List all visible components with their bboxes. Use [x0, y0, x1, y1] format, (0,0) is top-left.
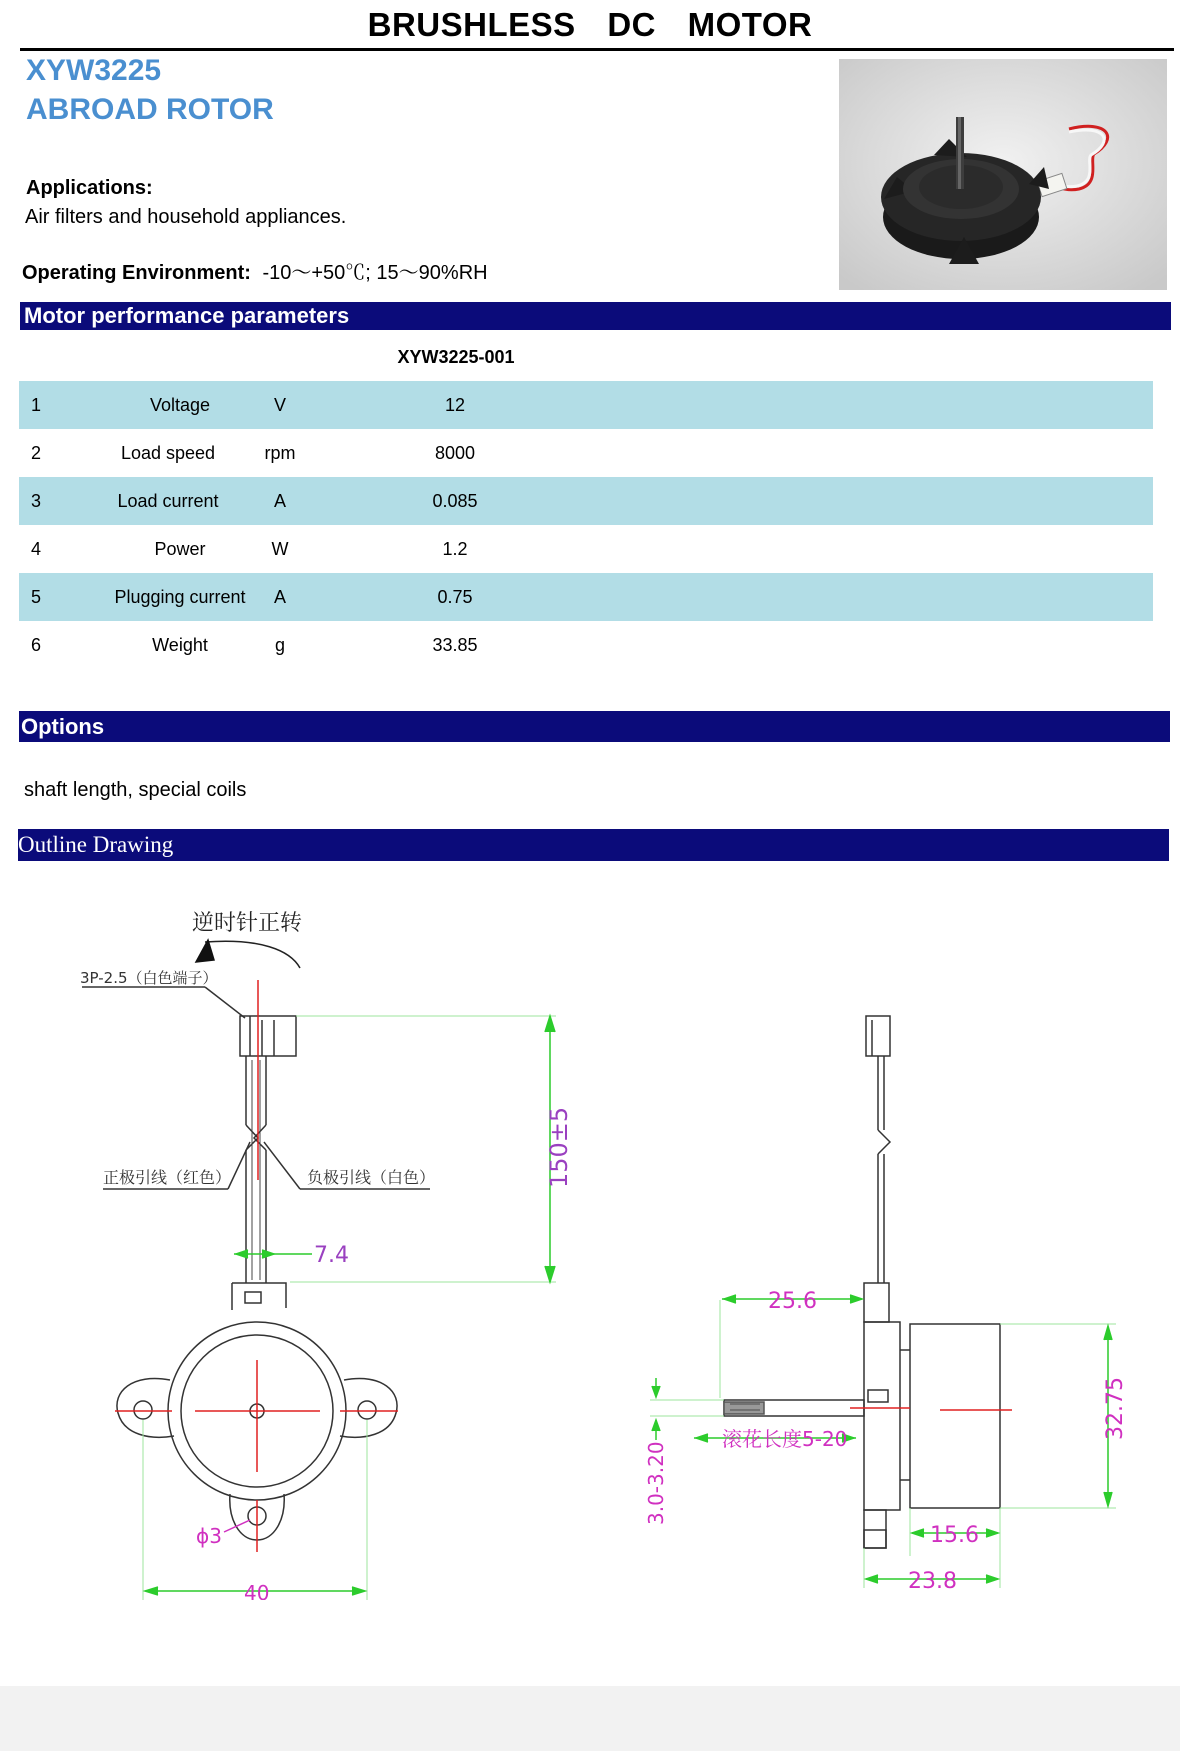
row-number: 6 — [31, 635, 42, 655]
parameter-name: Load speed — [120, 443, 216, 463]
options-text: shaft length, special coils — [24, 779, 247, 801]
performance-heading: Motor performance parameters — [24, 303, 350, 328]
dim-connector-width: 7.4 — [314, 1243, 349, 1268]
negative-lead-label: 负极引线（白色） — [307, 1168, 436, 1187]
table-row — [19, 525, 1153, 573]
title-rule — [20, 48, 1174, 51]
parameter-unit: V — [273, 395, 286, 415]
parameter-value: 1.2 — [442, 539, 468, 559]
row-number: 5 — [31, 587, 42, 607]
environment-value: -10～+50℃; 15～90%RH — [262, 262, 488, 284]
outline-band — [18, 829, 1169, 861]
dim-flange-width: 40 — [244, 1581, 270, 1600]
model-number: XYW3225 — [26, 54, 162, 87]
parameter-value: 12 — [444, 395, 466, 415]
table-row — [19, 573, 1153, 621]
table-row — [19, 429, 1153, 477]
rotation-note: 逆时针正转 — [192, 911, 303, 936]
options-band — [19, 711, 1170, 742]
outline-heading: Outline Drawing — [18, 832, 174, 857]
dim-hole: ϕ3 — [196, 1524, 222, 1548]
parameter-unit: A — [273, 491, 286, 511]
product-photo — [839, 59, 1167, 290]
parameter-value: 8000 — [434, 443, 476, 463]
dim-body-depth: 15.6 — [930, 1523, 979, 1548]
parameter-value: 0.75 — [437, 587, 473, 607]
parameter-unit: g — [274, 635, 285, 655]
row-number: 2 — [31, 443, 42, 463]
row-number: 4 — [31, 539, 42, 559]
footer-strip — [0, 1686, 1180, 1751]
parameter-unit: W — [271, 539, 289, 559]
parameter-table — [0, 381, 1180, 669]
positive-lead-label: 正极引线（红色） — [103, 1168, 232, 1187]
parameter-name: Voltage — [149, 395, 211, 415]
parameter-unit: rpm — [264, 443, 296, 463]
model-column-header: XYW3225-001 — [397, 347, 515, 367]
dim-shaft-dia: 3.0-3.20 — [644, 1441, 668, 1525]
row-number: 3 — [31, 491, 42, 511]
parameter-value: 33.85 — [432, 635, 478, 655]
table-row — [19, 477, 1153, 525]
parameter-name: Weight — [152, 635, 208, 655]
table-row — [19, 381, 1153, 429]
model-type: ABROAD ROTOR — [26, 93, 274, 126]
parameter-unit: A — [273, 587, 286, 607]
applications-text: Air filters and household appliances. — [25, 206, 347, 228]
outline-drawing — [0, 880, 1180, 1600]
dim-total-depth: 23.8 — [908, 1569, 957, 1594]
row-number: 1 — [31, 395, 42, 415]
dim-body-height: 32.75 — [1103, 1377, 1128, 1440]
page-title: BRUSHLESS DC MOTOR — [367, 6, 813, 43]
dim-knurl: 滚花长度5-20 — [722, 1427, 848, 1451]
dim-lead-length: 150±5 — [545, 1106, 573, 1188]
parameter-value: 0.085 — [432, 491, 478, 511]
applications-label: Applications: — [26, 177, 153, 199]
performance-band — [20, 302, 1171, 330]
options-heading: Options — [21, 714, 105, 739]
parameter-name: Power — [154, 539, 206, 559]
parameter-name: Plugging current — [114, 587, 246, 607]
parameter-name: Load current — [117, 491, 219, 511]
dim-shaft-length: 25.6 — [768, 1289, 817, 1314]
table-row — [19, 621, 1153, 669]
environment-label: Operating Environment: — [22, 262, 251, 284]
connector-note: 3P-2.5（白色端子） — [80, 969, 218, 987]
